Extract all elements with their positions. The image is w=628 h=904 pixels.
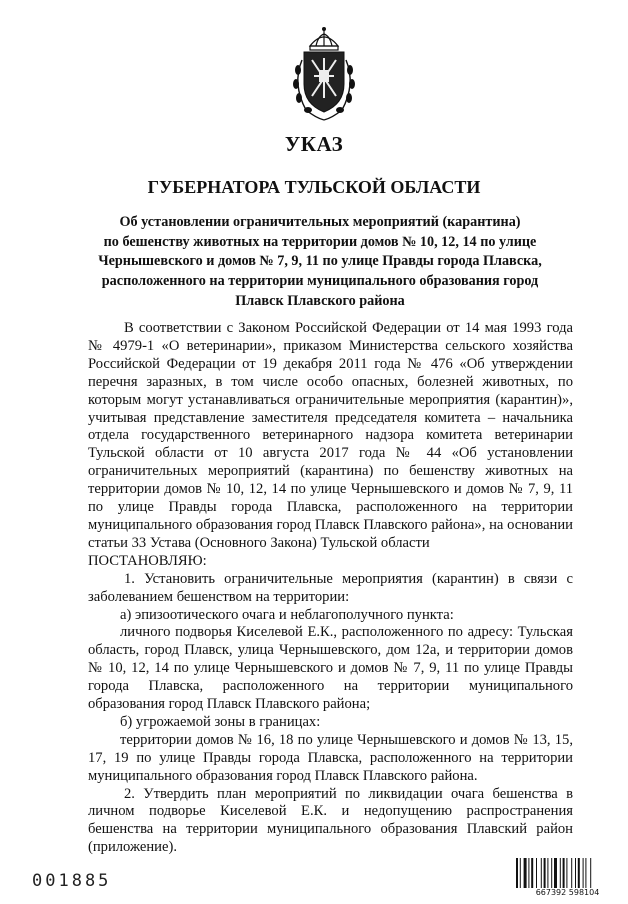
clause-1b-details: территории домов № 16, 18 по улице Чернышевского и домов № 13, 15, 17, 19 по улице Правды города Плавска, расположенного на территории муниципального образования город Плавск Плавского района. bbox=[88, 731, 573, 784]
clause-1: 1. Установить ограничительные мероприятия (карантин) в связи с заболеванием бешенством на территории: bbox=[88, 570, 573, 605]
resolution-heading: ПОСТАНОВЛЯЮ: bbox=[88, 552, 207, 569]
document-title: УКАЗ bbox=[284, 132, 344, 156]
clause-1b: б) угрожаемой зоны в границах: bbox=[120, 713, 321, 730]
subject-line: по бешенству животных на территории домов № 10, 12, 14 по улице bbox=[103, 233, 537, 250]
clause-2: 2. Утвердить план мероприятий по ликвидации очага бешенства в личном подворье Киселевой Е.К. и недопущению распространения бешенства на территории муниципального образования Плавский район (приложение). bbox=[88, 785, 573, 856]
preamble-paragraph: В соответствии с Законом Российской Федерации от 14 мая 1993 года № 4979-1 «О ветеринарии», приказом Министерства сельского хозяйства Российской Федерации от 19 декабря 2011 года № 476 «Об утверждении перечня заразных, в том числе особо опасных, болезней животных, по которым могут устанавливаться ограничительные мероприятия (карантин)», учитывая представление заместителя председателя комитета – начальника отдела государственного ветеринарного надзора комитета ветеринарии Тульской области от 10 августа 2017 года № 44 «Об установлении ограничительных мероприятий (карантина) по бешенству животных на территории домов № 10, 12, 14 по улице Чернышевского и домов № 7, 9, 11 по улице Правды города Плавска, расположенного на территории муниципального образования город Плавск Плавского района», на основании статьи 33 Устава (Основного Закона) Тульской области bbox=[88, 320, 573, 551]
barcode-number: 667392 598104 bbox=[515, 888, 620, 897]
document-issuer: ГУБЕРНАТОРА ТУЛЬСКОЙ ОБЛАСТИ bbox=[147, 177, 481, 197]
document-body bbox=[88, 320, 573, 857]
subject-line: расположенного на территории муниципального образования город bbox=[101, 273, 539, 290]
subject-line: Чернышевского и домов № 7, 9, 11 по улице Правды города Плавска, bbox=[98, 253, 542, 270]
subject-line: Об установлении ограничительных мероприятий (карантина) bbox=[119, 214, 521, 230]
coat-of-arms-icon bbox=[288, 26, 360, 124]
clause-1a-details: личного подворья Киселевой Е.К., расположенного по адресу: Тульская область, город Плавск, улица Чернышевского, дом 12а, и территории домов № 10, 12, 14 по улице Чернышевского и домов № 7, 9, 11 по улице Правды города Плавска, расположенного на территории муниципального образования город Плавск Плавского района; bbox=[88, 624, 573, 713]
document-subject bbox=[60, 213, 580, 312]
document-number: 001885 bbox=[32, 871, 112, 891]
clause-1a: а) эпизоотического очага и неблагополучного пункта: bbox=[120, 606, 454, 623]
subject-line: Плавск Плавского района bbox=[235, 292, 405, 309]
barcode-icon bbox=[515, 858, 620, 896]
